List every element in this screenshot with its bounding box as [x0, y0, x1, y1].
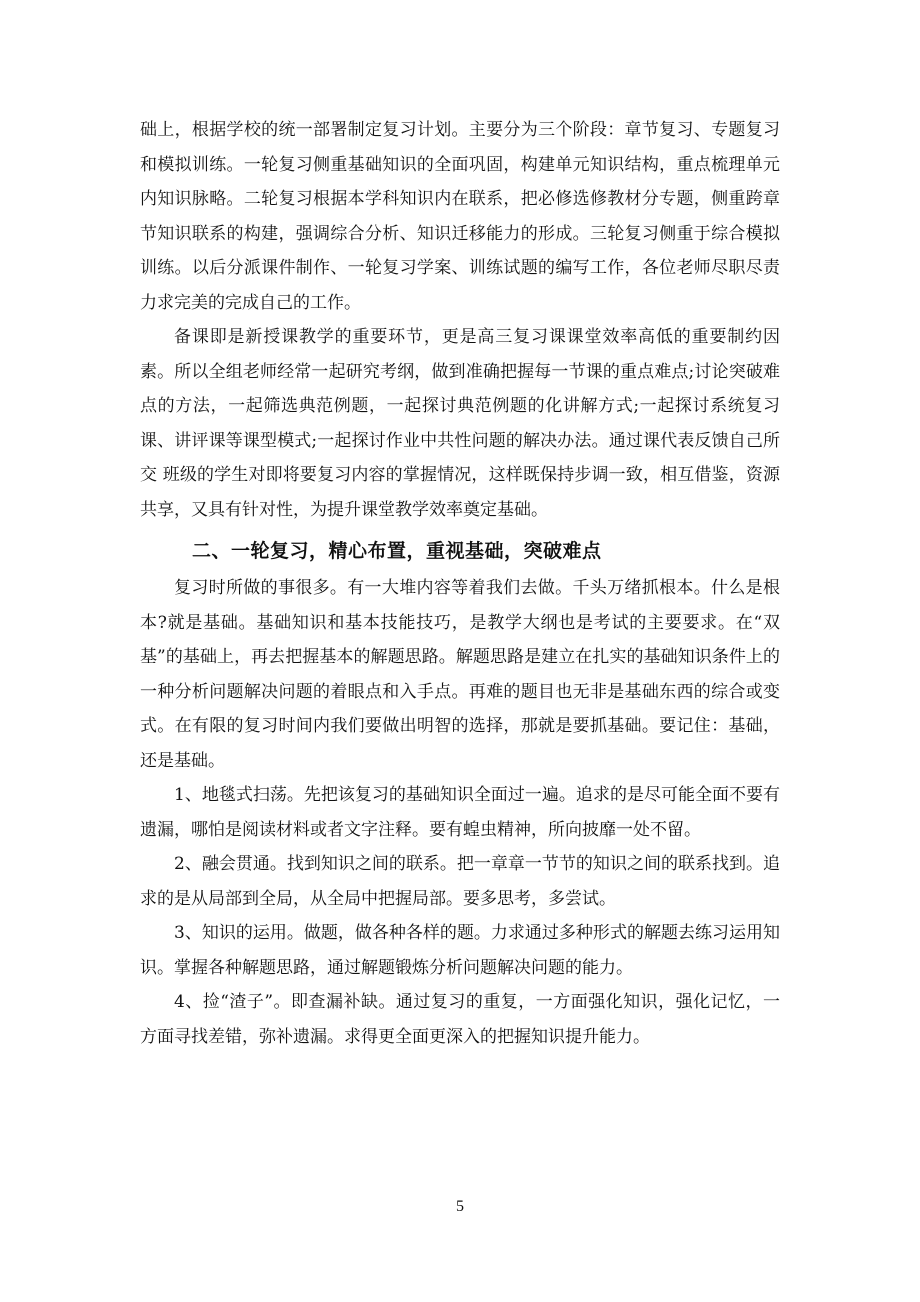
section-heading: 二、一轮复习，精心布置，重视基础，突破难点 [192, 540, 602, 562]
paragraph-item-3: 3、知识的运用。做题，做各种各样的题。力求通过多种形式的解题去练习运用知识。掌握各种解题思路，通过解题锻炼分析问题解决问题的能力。 [140, 923, 780, 978]
paragraph-plan: 础上，根据学校的统一部署制定复习计划。主要分为三个阶段：章节复习、专题复习和模拟训练。一轮复习侧重基础知识的全面巩固，构建单元知识结构，重点梳理单元内知识脉略。二轮复习根据本学科知识内在联系，把必修选修教材分专题，侧重跨章节知识联系的构建，强调综合分析、知识迁移能力的形成。三轮复习侧重于综合模拟训练。以后分派课件制作、一轮复习学案、训练试题的编写工作，各位老师尽职尽责力求完美的完成自己的工作。 [140, 120, 780, 313]
paragraph-basics: 复习时所做的事很多。有一大堆内容等着我们去做。千头万绪抓根本。什么是根本?就是基础。基础知识和基本技能技巧，是教学大纲也是考试的主要要求。在“双基”的基础上，再去把握基本的解题思路。解题思路是建立在扎实的基础知识条件上的一种分析问题解决问题的着眼点和入手点。再难的题目也无非是基础东西的综合或变式。在有限的复习时间内我们要做出明智的选择，那就是要抓基础。要记住：基础，还是基础。 [140, 578, 780, 771]
page-number: 5 [456, 1198, 464, 1215]
paragraph-item-2: 2、融会贯通。找到知识之间的联系。把一章章一节节的知识之间的联系找到。追求的是从局部到全局，从全局中把握局部。要多思考，多尝试。 [140, 854, 780, 909]
paragraph-item-4: 4、捡“渣子”。即查漏补缺。通过复习的重复，一方面强化知识，强化记忆，一方面寻找差错，弥补遗漏。求得更全面更深入的把握知识提升能力。 [140, 992, 780, 1047]
paragraph-item-1: 1、地毯式扫荡。先把该复习的基础知识全面过一遍。追求的是尽可能全面不要有遗漏，哪怕是阅读材料或者文字注释。要有蝗虫精神，所向披靡一处不留。 [140, 785, 780, 840]
page-content [140, 113, 780, 1054]
paragraph-lesson-prep: 备课即是新授课教学的重要环节，更是高三复习课课堂效率高低的重要制约因素。所以全组老师经常一起研究考纲，做到准确把握每一节课的重点难点;讨论突破难点的方法，一起筛选典范例题，一起探讨典范例题的化讲解方式;一起探讨系统复习课、讲评课等课型模式;一起探讨作业中共性问题的解决办法。通过课代表反馈自己所交 班级的学生对即将要复习内容的掌握情况，这样既保持步调一致，相互借鉴，资源共享，又具有针对性，为提升课堂教学效率奠定基础。 [140, 327, 780, 520]
